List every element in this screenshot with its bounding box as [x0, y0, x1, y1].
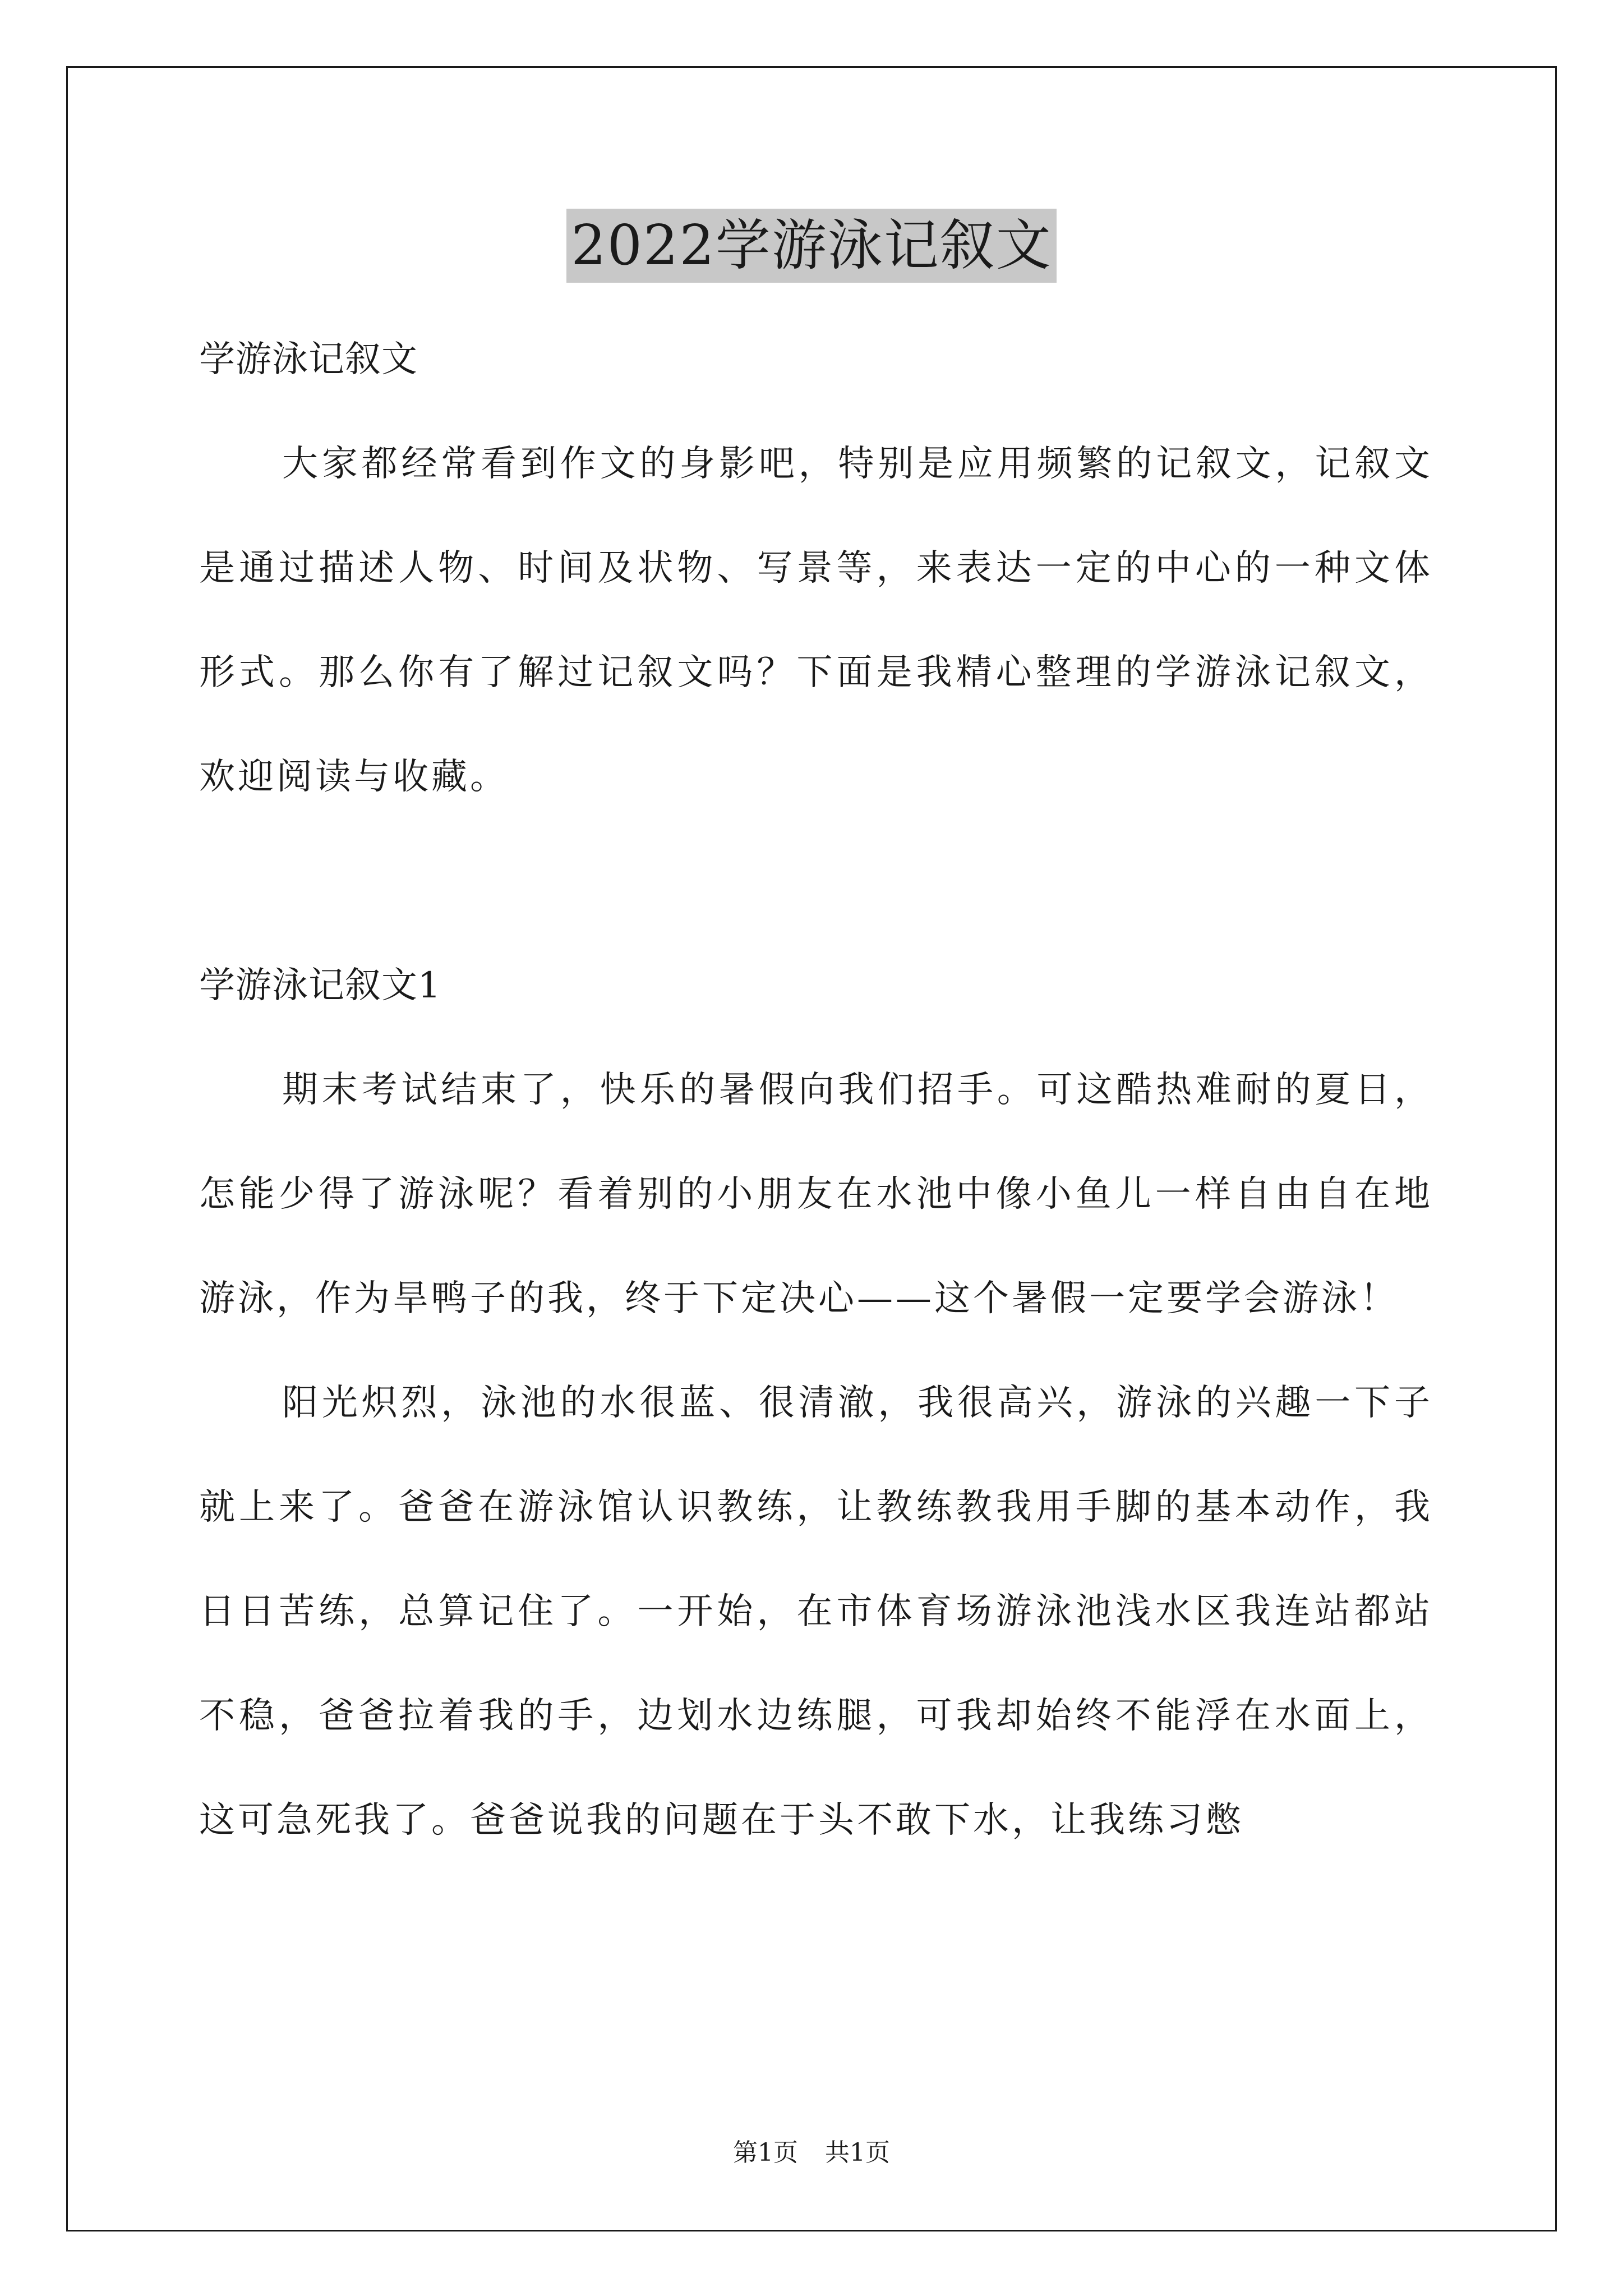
page-number: 第1页	[733, 2138, 798, 2167]
page-footer	[0, 2136, 1623, 2170]
intro-heading: 学游泳记叙文	[199, 339, 418, 380]
body-paragraph-1: 期末考试结束了，快乐的暑假向我们招手。可这酷热难耐的夏日，怎能少得了游泳呢？看着别的小朋友在水池中像小鱼儿一样自由自在地游泳，作为旱鸭子的我，终于下定决心——这个暑假一定要学会游泳！	[199, 1069, 1433, 1319]
body-paragraph-2: 阳光炽烈，泳池的水很蓝、很清澈，我很高兴，游泳的兴趣一下子就上来了。爸爸在游泳馆认识教练，让教练教我用手脚的基本动作，我日日苦练，总算记住了。一开始，在市体育场游泳池浅水区我连站都站不稳，爸爸拉着我的手，边划水边练腿，可我却始终不能浮在水面上，这可急死我了。爸爸说我的问题在于头不敢下水，让我练习憋	[199, 1382, 1433, 1841]
intro-paragraph: 大家都经常看到作文的身影吧，特别是应用频繁的记叙文，记叙文是通过描述人物、时间及状物、写景等，来表达一定的中心的一种文体形式。那么你有了解过记叙文吗？下面是我精心整理的学游泳记叙文，欢迎阅读与收藏。	[199, 443, 1433, 798]
section-spacer	[199, 829, 1433, 933]
page-total: 共1页	[825, 2138, 890, 2167]
title-container	[0, 209, 1623, 283]
document-title: 2022学游泳记叙文	[566, 209, 1056, 283]
document-body	[199, 307, 1433, 1872]
section-heading-1: 学游泳记叙文1	[199, 965, 441, 1006]
